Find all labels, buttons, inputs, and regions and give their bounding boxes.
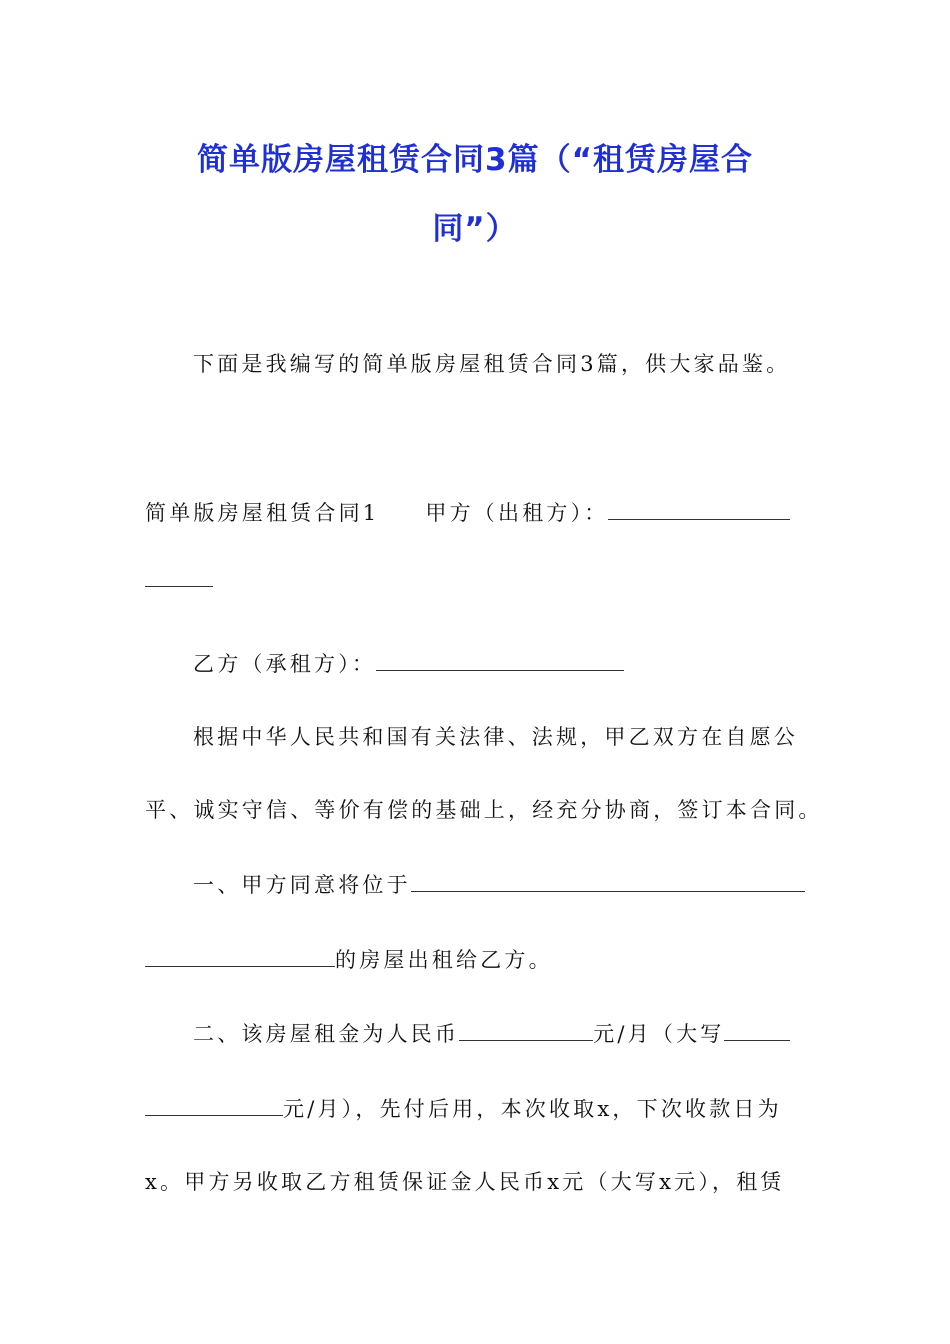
clause-1-text-end: 的房屋出租给乙方。 <box>335 948 553 972</box>
party-a-blank-continued <box>145 568 213 587</box>
basis-paragraph-line-2: 平、诚实守信、等价有偿的基础上，经充分协商，签订本合同。 <box>145 798 823 822</box>
clause-1-address-blank <box>411 873 805 892</box>
party-a-label: 甲方（出租方）： <box>425 501 609 525</box>
document-title-line-1: 简单版房屋租赁合同3篇（“租赁房屋合 <box>197 142 753 178</box>
party-b-blank <box>376 652 624 671</box>
contract-heading: 简单版房屋租赁合同1 <box>145 501 380 525</box>
party-a-blank-continued-row <box>145 568 807 592</box>
document-title-line-2: 同”） <box>432 211 518 247</box>
clause-1-line-2 <box>145 944 807 974</box>
rent-amount-blank <box>459 1022 593 1041</box>
rent-capital-blank-continued <box>145 1097 283 1116</box>
party-b-label: 乙方（承租方）： <box>193 652 377 676</box>
clause-1-text: 一、甲方同意将位于 <box>193 873 411 897</box>
clause-2-payment-text: 元/月），先付后用，本次收取x，下次收款日为 <box>283 1097 782 1121</box>
party-b-row <box>193 648 807 678</box>
party-a-blank <box>608 501 790 520</box>
intro-paragraph: 下面是我编写的简单版房屋租赁合同3篇，供大家品鉴。 <box>193 352 791 376</box>
clause-2-rent-label: 二、该房屋租金为人民币 <box>193 1022 460 1046</box>
contract-heading-row <box>145 497 807 527</box>
clause-1-line-1 <box>193 869 807 899</box>
clause-2-line-3: x。甲方另收取乙方租赁保证金人民币x元（大写x元），租赁 <box>145 1170 785 1194</box>
basis-paragraph-line-1: 根据中华人民共和国有关法律、法规，甲乙双方在自愿公 <box>193 725 798 749</box>
clause-1-address-blank-continued <box>145 948 335 967</box>
clause-2-line-1 <box>193 1018 807 1048</box>
clause-2-capital-label: 元/月（大写 <box>593 1022 725 1046</box>
rent-capital-blank <box>724 1022 790 1041</box>
clause-2-line-2 <box>145 1093 807 1123</box>
